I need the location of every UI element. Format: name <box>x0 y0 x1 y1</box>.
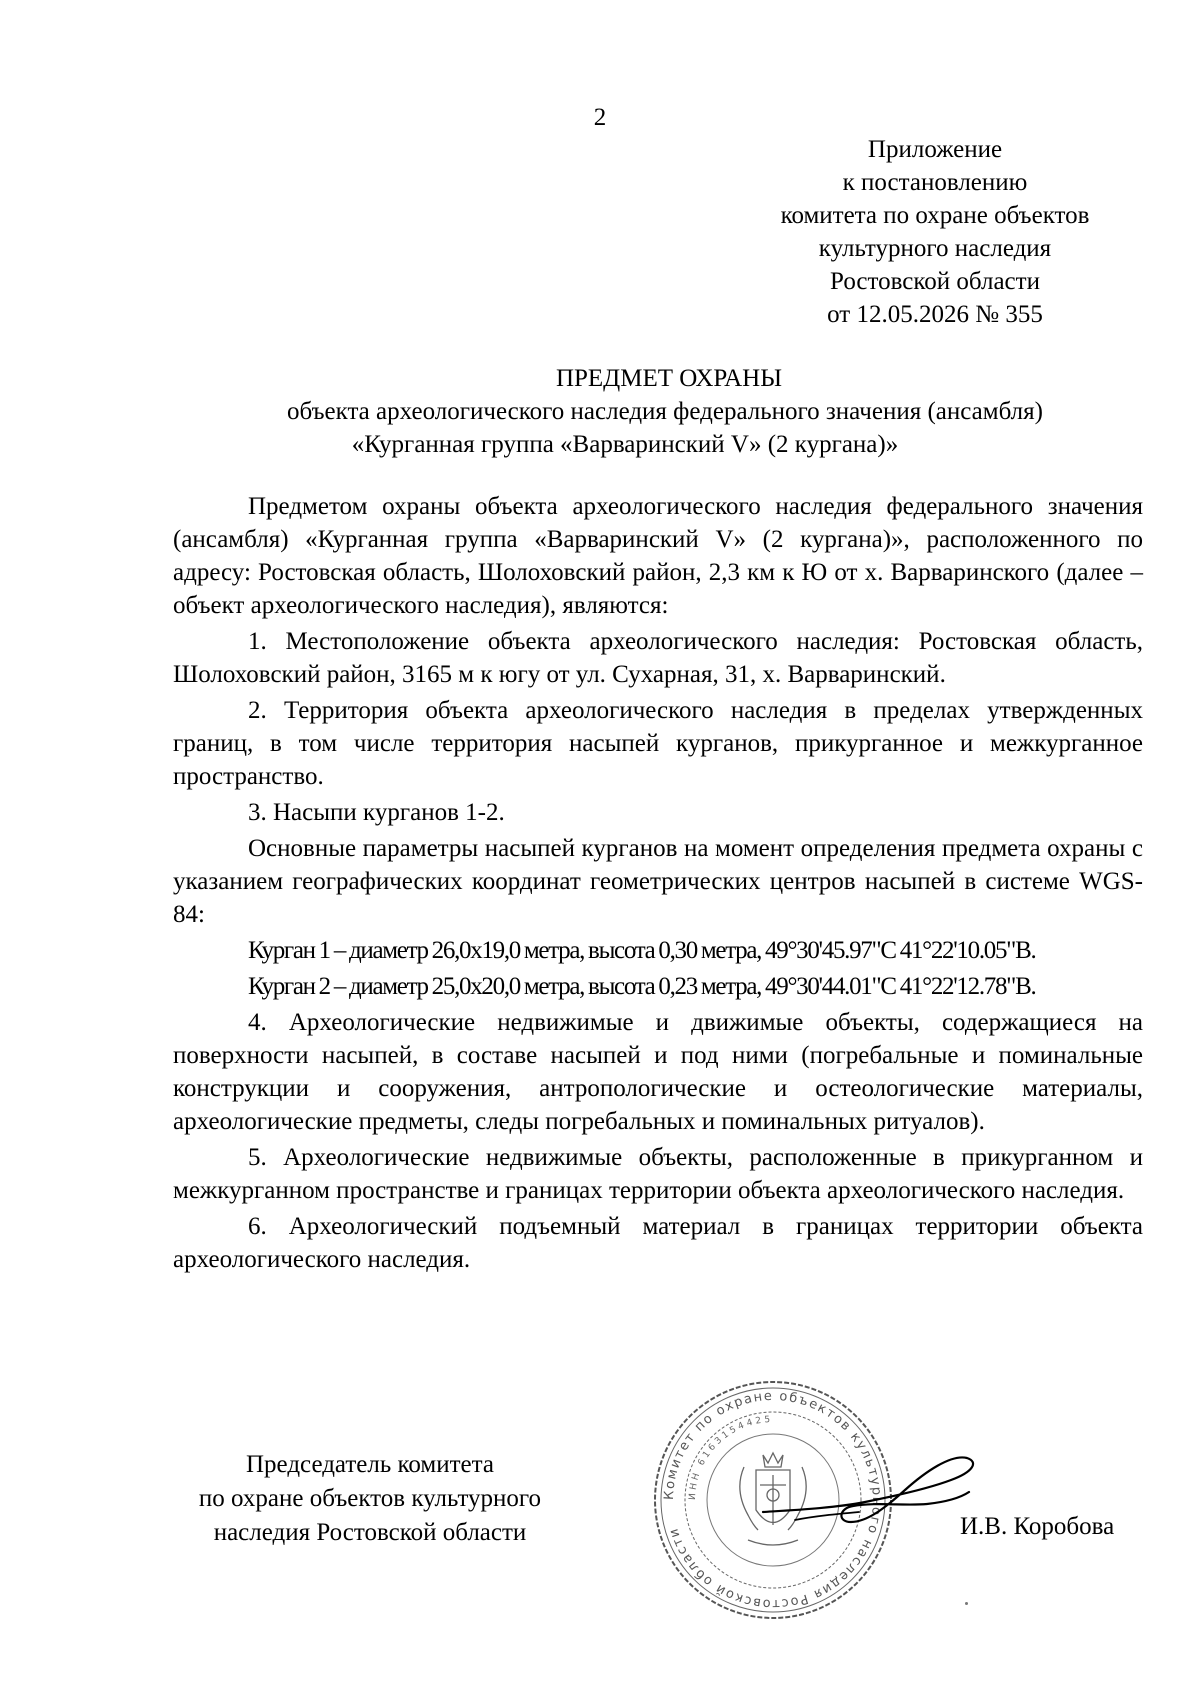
signer-position <box>160 1448 580 1550</box>
list-item-2: 2. Территория объекта археологического наследия в пределах утвержденных границ, в том числе территория насыпей курганов, прикурганное и межкурганное пространство. <box>173 697 1143 790</box>
signer-position-line: наследия Ростовской области <box>213 1519 527 1546</box>
list-item-3: 3. Насыпи курганов 1-2. <box>248 799 505 826</box>
document-subtitle-object-name: «Курганная группа «Варваринский V» (2 кургана)» <box>351 431 899 458</box>
document-title-block <box>160 362 1160 461</box>
signer-position-line: по охране объектов культурного <box>198 1485 542 1512</box>
appendix-line: к постановлению <box>842 169 1028 196</box>
intro-paragraph: Предметом охраны объекта археологического наследия федерального значения (ансамбля) «Курганная группа «Варваринский V» (2 кургана)», расположенного по адресу: Ростовская область, Шолоховский район, 2,3 км к Ю от х. Варваринского (далее – объект археологического наследия), являются: <box>173 493 1143 619</box>
document-subtitle: объекта археологического наследия федерального значения (ансамбля) <box>287 398 1043 425</box>
seal-outer-text: Комитет по охране объектов культурного наследия Ростовской области <box>661 1388 885 1612</box>
handwritten-signature <box>755 1450 985 1560</box>
signer-name: И.В. Коробова <box>960 1513 1115 1540</box>
appendix-line: Ростовской области <box>830 268 1040 295</box>
appendix-line: культурного наследия <box>818 235 1052 262</box>
list-item-4: 4. Археологические недвижимые и движимые объекты, содержащиеся на поверхности насыпей, в составе насыпей и под ними (погребальные и поминальные конструкции и сооружения, антропологические и остеологические материалы, археологические предметы, следы погребальных и поминальных ритуалов). <box>173 1009 1143 1135</box>
appendix-line: комитета по охране объектов <box>780 202 1090 229</box>
document-title: ПРЕДМЕТ ОХРАНЫ <box>555 365 783 392</box>
seal-inner-text: ИНН 6163154425 <box>687 1414 774 1501</box>
parameters-paragraph: Основные параметры насыпей курганов на момент определения предмета охраны с указанием географических координат геометрических центров насыпей в системе WGS-84: <box>173 835 1143 928</box>
document-body <box>173 490 1143 1276</box>
scan-speck <box>965 1602 968 1605</box>
page-number: 2 <box>593 104 607 131</box>
signer-position-line: Председатель комитета <box>246 1451 494 1478</box>
list-item-5: 5. Археологические недвижимые объекты, расположенные в прикурганном и межкурганном пространстве и границах территории объекта археологического наследия. <box>173 1144 1143 1204</box>
list-item-1: 1. Местоположение объекта археологического наследия: Ростовская область, Шолоховский район, 3165 м к югу от ул. Сухарная, 31, х. Варваринский. <box>173 628 1143 688</box>
list-item-6: 6. Археологический подъемный материал в границах территории объекта археологического наследия. <box>173 1213 1143 1273</box>
appendix-line: от 12.05.2026 № 355 <box>827 301 1043 328</box>
appendix-block <box>740 133 1130 331</box>
kurgan-2-parameters: Курган 2 – диаметр 25,0х20,0 метра, высота 0,23 метра, 49°30'44.01"С 41°22'12.78"В. <box>248 973 1036 1000</box>
appendix-line: Приложение <box>867 136 1003 163</box>
kurgan-1-parameters: Курган 1 – диаметр 26,0х19,0 метра, высота 0,30 метра, 49°30'45.97"С 41°22'10.05"В. <box>248 937 1036 964</box>
